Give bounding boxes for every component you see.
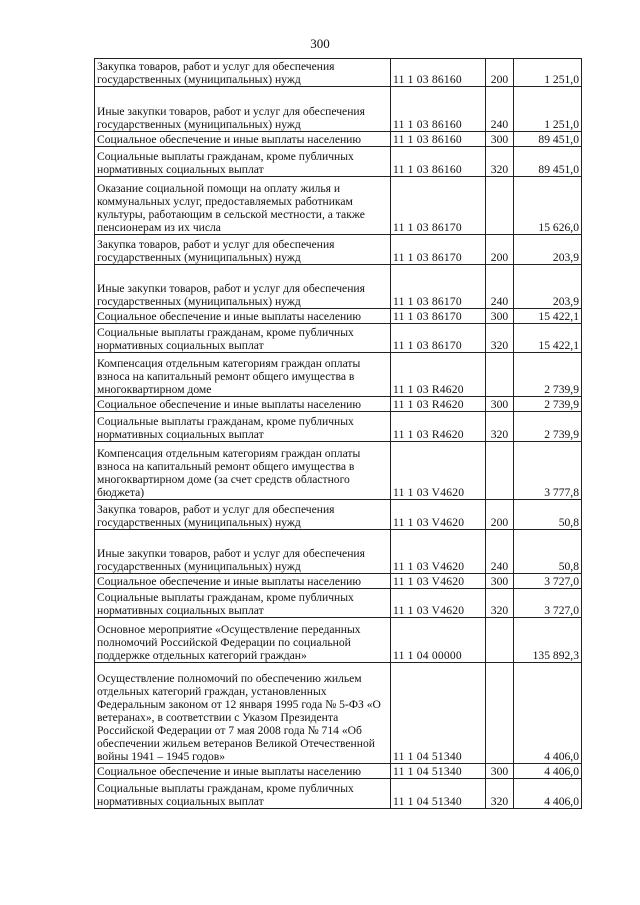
- row-expense-type: 320: [486, 324, 514, 353]
- row-description: Социальные выплаты гражданам, кроме публичных нормативных социальных выплат: [95, 779, 391, 809]
- row-expense-type: 240: [486, 87, 514, 132]
- row-amount: 89 451,0: [514, 132, 582, 147]
- row-amount: 1 251,0: [514, 87, 582, 132]
- row-description: Закупка товаров, работ и услуг для обеспечения государственных (муниципальных) нужд: [95, 59, 391, 87]
- table-row: [95, 618, 582, 663]
- row-description: Компенсация отдельным категориям граждан оплаты взноса на капитальный ремонт общего имущества в многоквартирном доме (за счет средств областного бюджета): [95, 442, 391, 500]
- row-code: 11 1 03 86170: [391, 177, 486, 235]
- row-code: 11 1 03 V4620: [391, 442, 486, 500]
- row-code: 11 1 04 51340: [391, 764, 486, 779]
- row-description: Осуществление полномочий по обеспечению жильем отдельных категорий граждан, установленных Федеральным законом от 12 января 1995 года № 5-ФЗ «О ветеранах», в соответствии с Указом Президента Российской Федерации от 7 мая 2008 года № 714 «Об обеспечении жильем ветеранов Великой Отечественной войны 1941 – 1945 годов»: [95, 663, 391, 764]
- table-row: [95, 397, 582, 412]
- table-row: [95, 412, 582, 442]
- table-row: [95, 265, 582, 309]
- budget-table-body: [95, 59, 582, 809]
- row-code: 11 1 04 51340: [391, 663, 486, 764]
- row-code: 11 1 03 86170: [391, 265, 486, 309]
- table-row: [95, 353, 582, 397]
- row-code: 11 1 03 V4620: [391, 500, 486, 530]
- row-description: Закупка товаров, работ и услуг для обеспечения государственных (муниципальных) нужд: [95, 500, 391, 530]
- row-description: Социальное обеспечение и иные выплаты населению: [95, 132, 391, 147]
- row-amount: 203,9: [514, 235, 582, 265]
- table-row: [95, 235, 582, 265]
- row-expense-type: 240: [486, 265, 514, 309]
- row-expense-type: 320: [486, 779, 514, 809]
- table-row: [95, 87, 582, 132]
- row-expense-type: 320: [486, 589, 514, 618]
- row-description: Социальные выплаты гражданам, кроме публичных нормативных социальных выплат: [95, 589, 391, 618]
- row-expense-type: [486, 353, 514, 397]
- row-description: Социальное обеспечение и иные выплаты населению: [95, 764, 391, 779]
- row-expense-type: 240: [486, 530, 514, 574]
- row-code: 11 1 03 86160: [391, 87, 486, 132]
- row-amount: 2 739,9: [514, 353, 582, 397]
- table-row: [95, 177, 582, 235]
- row-amount: 1 251,0: [514, 59, 582, 87]
- row-expense-type: [486, 177, 514, 235]
- row-description: Социальное обеспечение и иные выплаты населению: [95, 309, 391, 324]
- row-expense-type: 300: [486, 397, 514, 412]
- table-row: [95, 132, 582, 147]
- table-row: [95, 574, 582, 589]
- row-expense-type: [486, 618, 514, 663]
- table-row: [95, 309, 582, 324]
- row-code: 11 1 03 86170: [391, 324, 486, 353]
- row-code: 11 1 03 86160: [391, 147, 486, 177]
- table-row: [95, 500, 582, 530]
- table-row: [95, 530, 582, 574]
- row-code: 11 1 04 51340: [391, 779, 486, 809]
- row-amount: 4 406,0: [514, 663, 582, 764]
- row-code: 11 1 03 86160: [391, 132, 486, 147]
- row-description: Закупка товаров, работ и услуг для обеспечения государственных (муниципальных) нужд: [95, 235, 391, 265]
- row-code: 11 1 03 R4620: [391, 353, 486, 397]
- row-description: Иные закупки товаров, работ и услуг для обеспечения государственных (муниципальных) нужд: [95, 530, 391, 574]
- row-amount: 2 739,9: [514, 412, 582, 442]
- row-amount: 135 892,3: [514, 618, 582, 663]
- table-row: [95, 147, 582, 177]
- row-amount: 3 727,0: [514, 574, 582, 589]
- row-code: 11 1 03 R4620: [391, 412, 486, 442]
- table-row: [95, 59, 582, 87]
- row-code: 11 1 03 86170: [391, 309, 486, 324]
- row-amount: 2 739,9: [514, 397, 582, 412]
- row-amount: 3 727,0: [514, 589, 582, 618]
- row-expense-type: 320: [486, 147, 514, 177]
- row-description: Социальное обеспечение и иные выплаты населению: [95, 397, 391, 412]
- row-code: 11 1 03 V4620: [391, 589, 486, 618]
- row-expense-type: 320: [486, 412, 514, 442]
- row-expense-type: 300: [486, 309, 514, 324]
- table-row: [95, 589, 582, 618]
- row-amount: 50,8: [514, 530, 582, 574]
- table-row: [95, 663, 582, 764]
- table-row: [95, 779, 582, 809]
- row-code: 11 1 03 V4620: [391, 530, 486, 574]
- budget-table: [94, 58, 582, 809]
- row-amount: 3 777,8: [514, 442, 582, 500]
- row-expense-type: 300: [486, 574, 514, 589]
- row-amount: 4 406,0: [514, 779, 582, 809]
- row-amount: 203,9: [514, 265, 582, 309]
- row-description: Социальные выплаты гражданам, кроме публичных нормативных социальных выплат: [95, 324, 391, 353]
- row-description: Социальные выплаты гражданам, кроме публичных нормативных социальных выплат: [95, 147, 391, 177]
- row-amount: 89 451,0: [514, 147, 582, 177]
- row-code: 11 1 04 00000: [391, 618, 486, 663]
- page-number: 300: [310, 36, 330, 51]
- row-amount: 4 406,0: [514, 764, 582, 779]
- row-code: 11 1 03 R4620: [391, 397, 486, 412]
- row-description: Иные закупки товаров, работ и услуг для обеспечения государственных (муниципальных) нужд: [95, 87, 391, 132]
- row-description: Основное мероприятие «Осуществление переданных полномочий Российской Федерации по социальной поддержке отдельных категорий граждан»: [95, 618, 391, 663]
- row-expense-type: 300: [486, 764, 514, 779]
- row-expense-type: [486, 663, 514, 764]
- row-amount: 15 626,0: [514, 177, 582, 235]
- row-code: 11 1 03 V4620: [391, 574, 486, 589]
- row-amount: 15 422,1: [514, 309, 582, 324]
- row-code: 11 1 03 86170: [391, 235, 486, 265]
- row-expense-type: 200: [486, 235, 514, 265]
- row-expense-type: 200: [486, 59, 514, 87]
- row-expense-type: [486, 442, 514, 500]
- row-expense-type: 300: [486, 132, 514, 147]
- row-description: Иные закупки товаров, работ и услуг для обеспечения государственных (муниципальных) нужд: [95, 265, 391, 309]
- row-expense-type: 200: [486, 500, 514, 530]
- row-amount: 50,8: [514, 500, 582, 530]
- row-description: Социальное обеспечение и иные выплаты населению: [95, 574, 391, 589]
- table-row: [95, 324, 582, 353]
- table-row: [95, 764, 582, 779]
- row-description: Социальные выплаты гражданам, кроме публичных нормативных социальных выплат: [95, 412, 391, 442]
- row-description: Оказание социальной помощи на оплату жилья и коммунальных услуг, предоставляемых работникам культуры, работающим в сельской местности, а также пенсионерам из их числа: [95, 177, 391, 235]
- row-amount: 15 422,1: [514, 324, 582, 353]
- row-code: 11 1 03 86160: [391, 59, 486, 87]
- table-row: [95, 442, 582, 500]
- row-description: Компенсация отдельным категориям граждан оплаты взноса на капитальный ремонт общего имущества в многоквартирном доме: [95, 353, 391, 397]
